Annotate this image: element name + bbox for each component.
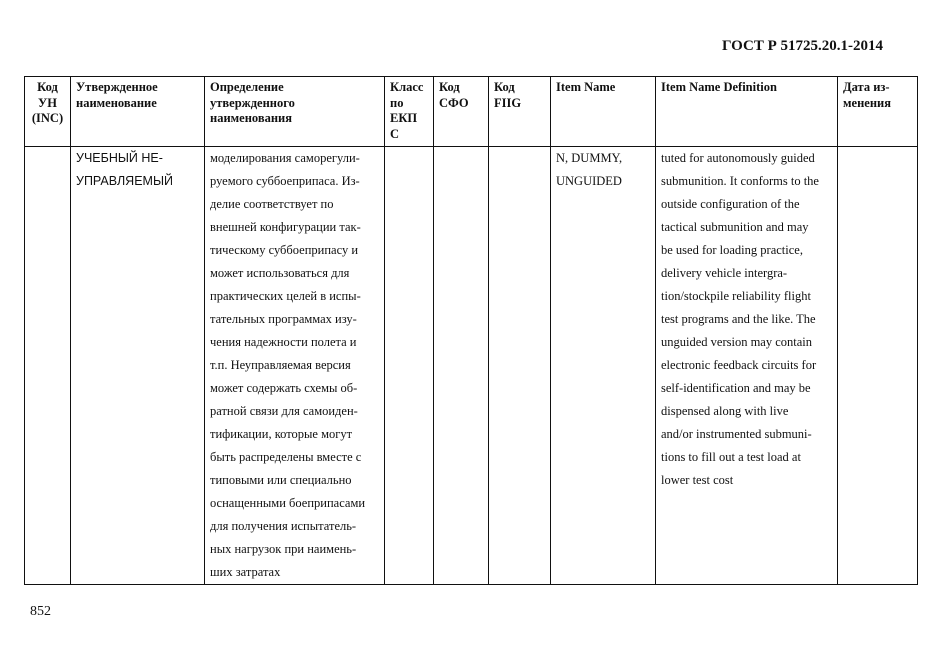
definition-line: тательных программах изу- xyxy=(210,312,357,326)
cell-item-name-definition xyxy=(656,147,838,585)
item-definition-line: submunition. It conforms to the xyxy=(661,174,819,188)
definition-line: тификации, которые могут xyxy=(210,427,353,441)
col-header-class-ekps: Класс по ЕКП С xyxy=(385,77,434,147)
cell-item-name xyxy=(551,147,656,585)
definition-line: практических целей в испы- xyxy=(210,289,361,303)
definition-line: ратной связи для самоиден- xyxy=(210,404,358,418)
definition-line: руемого суббоеприпаса. Из- xyxy=(210,174,360,188)
item-definition-line: be used for loading practice, xyxy=(661,243,803,257)
definition-line: типовыми или специально xyxy=(210,473,352,487)
item-definition-line: and/or instrumented submuni- xyxy=(661,427,812,441)
cell-class-ekps xyxy=(385,147,434,585)
cell-inc xyxy=(25,147,71,585)
header-row xyxy=(25,77,918,147)
table-row xyxy=(25,147,918,585)
item-definition-line: lower test cost xyxy=(661,473,734,487)
cell-definition xyxy=(205,147,385,585)
col-header-definition: Определение утвержденного наименования xyxy=(205,77,385,147)
definition-line: тическому суббоеприпасу и xyxy=(210,243,359,257)
item-definition-line: self-identification and may be xyxy=(661,381,811,395)
definition-line: для получения испытатель- xyxy=(210,519,357,533)
col-header-inc: Код УН (INC) xyxy=(25,77,71,147)
cell-change-date xyxy=(838,147,918,585)
item-name-line: UNGUIDED xyxy=(556,174,622,188)
item-definition-line: tion/stockpile reliability flight xyxy=(661,289,811,303)
col-header-fiig-code: Код FIIG xyxy=(489,77,551,147)
cell-sfo-code xyxy=(434,147,489,585)
definition-line: делие соответствует по xyxy=(210,197,334,211)
item-definition-line: unguided version may contain xyxy=(661,335,813,349)
item-definition-line: tuted for autonomously guided xyxy=(661,151,815,165)
item-definition-line: electronic feedback circuits for xyxy=(661,358,817,372)
item-definition-line: dispensed along with live xyxy=(661,404,789,418)
item-name-line: N, DUMMY, xyxy=(556,151,623,165)
col-header-approved-name: Утвержденное наименование xyxy=(71,77,205,147)
catalog-table xyxy=(24,76,918,585)
approved-name-line: УЧЕБНЫЙ НЕ- xyxy=(76,151,163,165)
definition-line: оснащенными боеприпасами xyxy=(210,496,366,510)
item-definition-line: tions to fill out a test load at xyxy=(661,450,801,464)
definition-line: может содержать схемы об- xyxy=(210,381,358,395)
definition-line: внешней конфигурации так- xyxy=(210,220,361,234)
document-number: ГОСТ Р 51725.20.1-2014 xyxy=(722,38,884,54)
cell-approved-name xyxy=(71,147,205,585)
col-header-item-name-definition: Item Name Definition xyxy=(656,77,838,147)
item-definition-line: delivery vehicle intergra- xyxy=(661,266,788,280)
item-definition-line: outside configuration of the xyxy=(661,197,800,211)
col-header-sfo-code: Код СФО xyxy=(434,77,489,147)
definition-line: ших затратах xyxy=(210,565,281,579)
cell-fiig-code xyxy=(489,147,551,585)
col-header-item-name: Item Name xyxy=(551,77,656,147)
definition-line: может использоваться для xyxy=(210,266,350,280)
definition-line: моделирования саморегули- xyxy=(210,151,360,165)
definition-line: т.п. Неуправляемая версия xyxy=(210,358,351,372)
definition-line: чения надежности полета и xyxy=(210,335,357,349)
item-definition-line: tactical submunition and may xyxy=(661,220,809,234)
definition-line: быть распределены вместе с xyxy=(210,450,362,464)
approved-name-line: УПРАВЛЯЕМЫЙ xyxy=(76,174,173,188)
page-number: 852 xyxy=(30,604,51,619)
definition-line: ных нагрузок при наимень- xyxy=(210,542,357,556)
col-header-change-date: Дата из- менения xyxy=(838,77,918,147)
item-definition-line: test programs and the like. The xyxy=(661,312,816,326)
